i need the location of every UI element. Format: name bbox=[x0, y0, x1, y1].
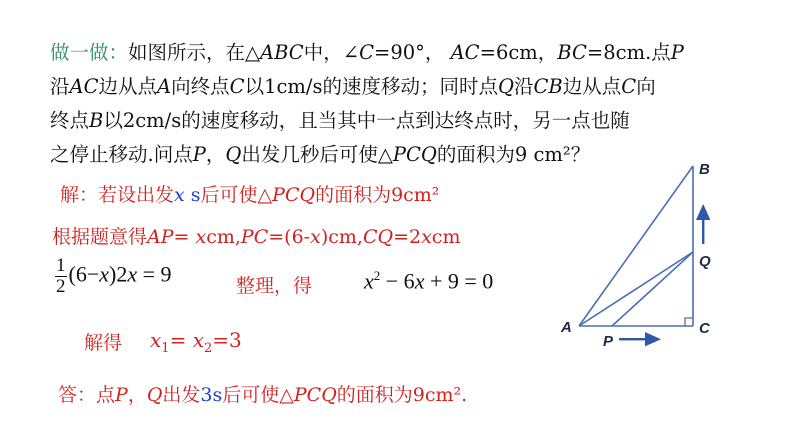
vertex-label-c: C bbox=[699, 320, 710, 337]
equation-area: $\frac{1}{2}$ (6−x)2x = 9 bbox=[56, 255, 172, 297]
fraction-one-half: $\frac{1}{2}$ bbox=[56, 255, 66, 297]
solution-expressions: 根据题意得AP= xcm,PC=(6-x)cm,CQ=2xcm bbox=[52, 226, 461, 248]
triangle-figure bbox=[555, 150, 735, 360]
quadratic-equation: $x^2 - 6x + 9 = 0$ bbox=[364, 268, 494, 294]
problem-text: 做一做：如图所示，在△ABC中，∠C=90°， AC=6cm，BC=8cm.点P 沿AC边从点A向终点C以1cm/s的速度移动；同时点Q沿CB边从点C向 终点B以2cm/s的速度移动，且当其中一点到达终点时，另一点也随 之停止移动.问点P，Q出发几秒后可使△PCQ的面积为9 cm²？ bbox=[50, 41, 684, 166]
segment-ab bbox=[579, 166, 693, 326]
segment-aq bbox=[579, 252, 693, 326]
right-angle-mark bbox=[685, 318, 693, 326]
problem-lead: 做一做： bbox=[50, 41, 129, 64]
point-label-q: Q bbox=[699, 253, 711, 270]
answer-line: 答：点P，Q出发3s后可使△PCQ的面积为9cm². bbox=[58, 384, 468, 406]
arrow-up-icon bbox=[696, 204, 710, 244]
solution-assumption: 解：若设出发x s后可使△PCQ的面积为9cm² bbox=[60, 184, 440, 206]
solve-label: 解得 bbox=[84, 332, 123, 354]
vertex-label-b: B bbox=[699, 161, 710, 178]
arrow-right-icon bbox=[619, 332, 661, 346]
organize-label: 整理，得 bbox=[236, 275, 313, 297]
roots: $x_1= x_2=3$ bbox=[150, 328, 242, 356]
point-label-p: P bbox=[603, 333, 614, 350]
vertex-label-a: A bbox=[561, 319, 572, 336]
